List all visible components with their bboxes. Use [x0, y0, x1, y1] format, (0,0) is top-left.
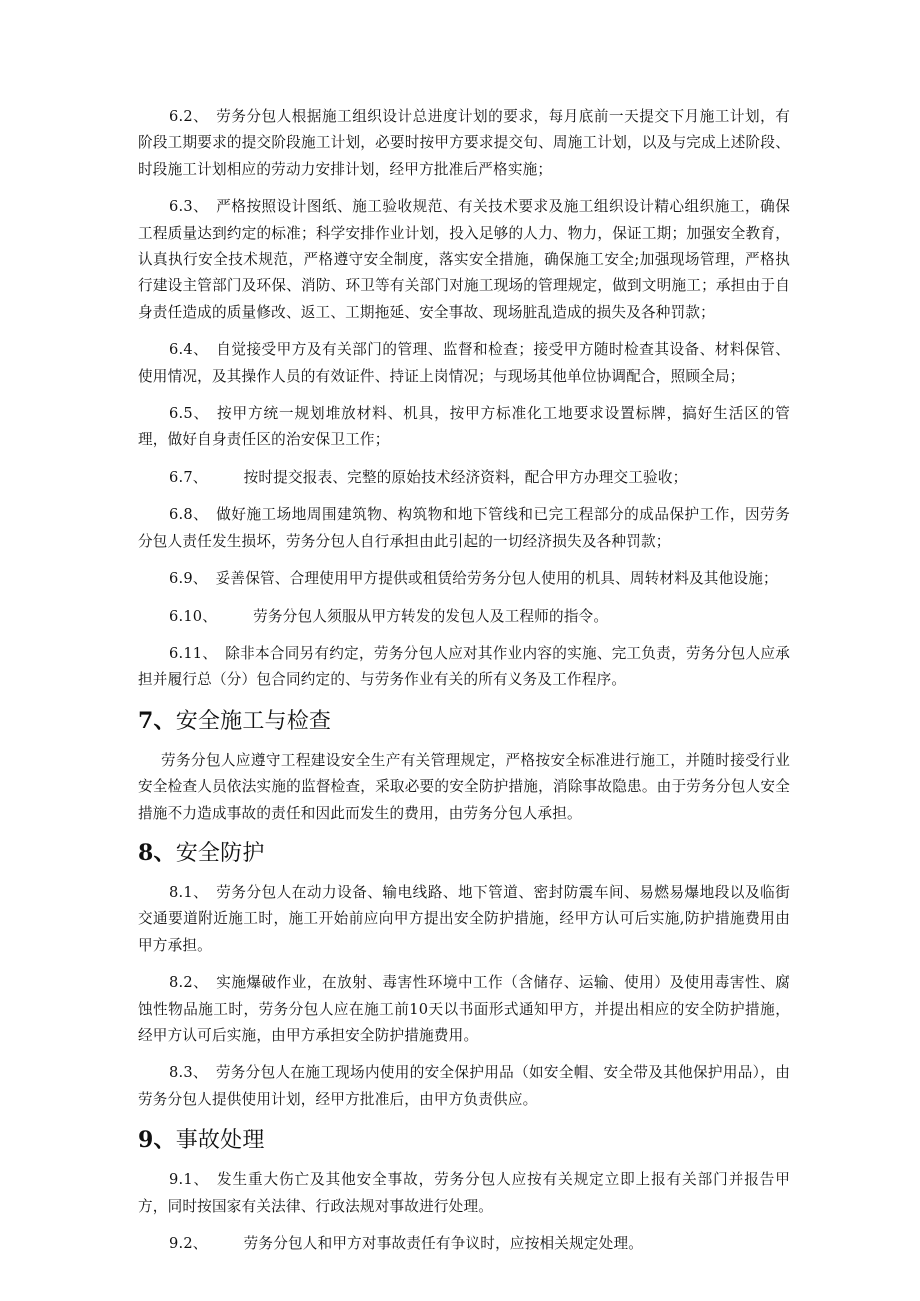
clause-6-3	[138, 194, 790, 326]
clause-6-10	[138, 604, 790, 630]
clause-number: 6.9、	[169, 570, 208, 588]
clause-text: 自觉接受甲方及有关部门的管理、监督和检查；接受甲方随时检查其设备、材料保管、使用情况，及其操作人员的有效证件、持证上岗情况；与现场其他单位协调配合，照顾全局；	[138, 341, 790, 385]
clause-number: 6.5、	[169, 405, 210, 423]
clause-6-7	[138, 465, 790, 491]
clause-6-5	[138, 401, 790, 454]
clause-text: 劳务分包人须服从甲方转发的发包人及工程师的指令。	[253, 607, 609, 625]
clause-number: 6.11、	[169, 644, 218, 662]
clause-number: 6.7、	[169, 468, 208, 486]
clause-text: 按时提交报表、完整的原始技术经济资料，配合甲方办理交工验收；	[243, 468, 688, 486]
clause-text: 按甲方统一规划堆放材料、机具，按甲方标准化工地要求设置标牌，搞好生活区的管理，做好自身责任区的治安保卫工作；	[138, 405, 790, 449]
clause-text: 劳务分包人和甲方对事故责任有争议时，应按相关规定处理。	[243, 1235, 644, 1252]
clause-9-1	[138, 1167, 790, 1220]
clause-8-1	[138, 880, 790, 959]
section-8-heading	[138, 837, 790, 870]
clause-9-2	[138, 1231, 790, 1257]
clause-6-11	[138, 641, 790, 694]
section-number: 9、	[138, 1127, 176, 1154]
section-9-heading	[138, 1124, 790, 1157]
document-page	[138, 104, 790, 1268]
clause-text: 劳务分包人在施工现场内使用的安全保护用品（如安全帽、安全带及其他保护用品），由劳务分包人提供使用计划，经甲方批准后，由甲方负责供应。	[138, 1064, 790, 1108]
clause-number: 8.2、	[169, 974, 209, 992]
clause-6-8	[138, 502, 790, 555]
clause-text: 严格按照设计图纸、施工验收规范、有关技术要求及施工组织设计精心组织施工，确保工程质量达到约定的标准；科学安排作业计划，投入足够的人力、物力，保证工期；加强安全教育，认真执行安全技术规范，严格遵守安全制度，落实安全措施，确保施工安全;加强现场管理，严格执行建设主管部门及环保、消防、环卫等有关部门对施工现场的管理规定，做到文明施工；承担由于自身责任造成的质量修改、返工、工期拖延、安全事故、现场脏乱造成的损失及各种罚款；	[138, 198, 790, 321]
clause-number: 9.1、	[169, 1171, 210, 1189]
clause-number: 6.10、	[169, 607, 218, 625]
clause-number: 9.2、	[169, 1235, 208, 1252]
clause-6-2	[138, 104, 790, 183]
clause-number: 6.4、	[169, 341, 209, 359]
section-number: 7、	[138, 707, 176, 734]
clause-number: 6.2、	[169, 108, 209, 125]
clause-text: 劳务分包人根据施工组织设计总进度计划的要求，每月底前一天提交下月施工计划，有阶段工期要求的提交阶段施工计划，必要时按甲方要求提交旬、周施工计划，以及与完成上述阶段、时段施工计划相应的劳动力安排计划，经甲方批准后严格实施；	[138, 108, 790, 178]
clause-text: 劳务分包人在动力设备、输电线路、地下管道、密封防震车间、易燃易爆地段以及临街交通要道附近施工时，施工开始前应向甲方提出安全防护措施，经甲方认可后实施,防护措施费用由甲方承担。	[138, 883, 790, 954]
clause-8-3	[138, 1060, 790, 1113]
clause-number: 6.3、	[169, 198, 209, 216]
clause-text: 实施爆破作业，在放射、毒害性环境中工作（含储存、运输、使用）及使用毒害性、腐蚀性物品施工时，劳务分包人应在施工前10天以书面形式通知甲方，并提出相应的安全防护措施，经甲方认可后实施，由甲方承担安全防护措施费用。	[138, 974, 790, 1044]
clause-8-2	[138, 970, 790, 1049]
clause-text: 除非本合同另有约定，劳务分包人应对其作业内容的实施、完工负责，劳务分包人应承担并履行总（分）包合同约定的、与劳务作业有关的所有义务及工作程序。	[138, 644, 790, 689]
section-title: 安全施工与检查	[175, 708, 332, 734]
clause-number: 6.8、	[169, 506, 209, 524]
section-title: 事故处理	[175, 1128, 265, 1154]
section-7-heading	[138, 705, 790, 738]
clause-6-9	[138, 566, 790, 592]
section-title: 安全防护	[175, 840, 265, 866]
clause-text: 做好施工场地周围建筑物、构筑物和地下管线和已完工程部分的成品保护工作，因劳务分包人责任发生损坏，劳务分包人自行承担由此引起的一切经济损失及各种罚款；	[138, 506, 790, 550]
section-7-body: 劳务分包人应遵守工程建设安全生产有关管理规定，严格按安全标准进行施工，并随时接受行业安全检查人员依法实施的监督检查，采取必要的安全防护措施，消除事故隐患。由于劳务分包人安全措施不力造成事故的责任和因此而发生的费用，由劳务分包人承担。	[138, 751, 790, 822]
clause-text: 妥善保管、合理使用甲方提供或租赁给劳务分包人使用的机具、周转材料及其他设施；	[215, 570, 778, 588]
clause-number: 8.1、	[169, 883, 209, 901]
section-number: 8、	[138, 839, 176, 866]
clause-text: 发生重大伤亡及其他安全事故，劳务分包人应按有关规定立即上报有关部门并报告甲方，同时按国家有关法律、行政法规对事故进行处理。	[138, 1171, 790, 1215]
clause-6-4	[138, 337, 790, 390]
clause-number: 8.3、	[169, 1064, 208, 1082]
